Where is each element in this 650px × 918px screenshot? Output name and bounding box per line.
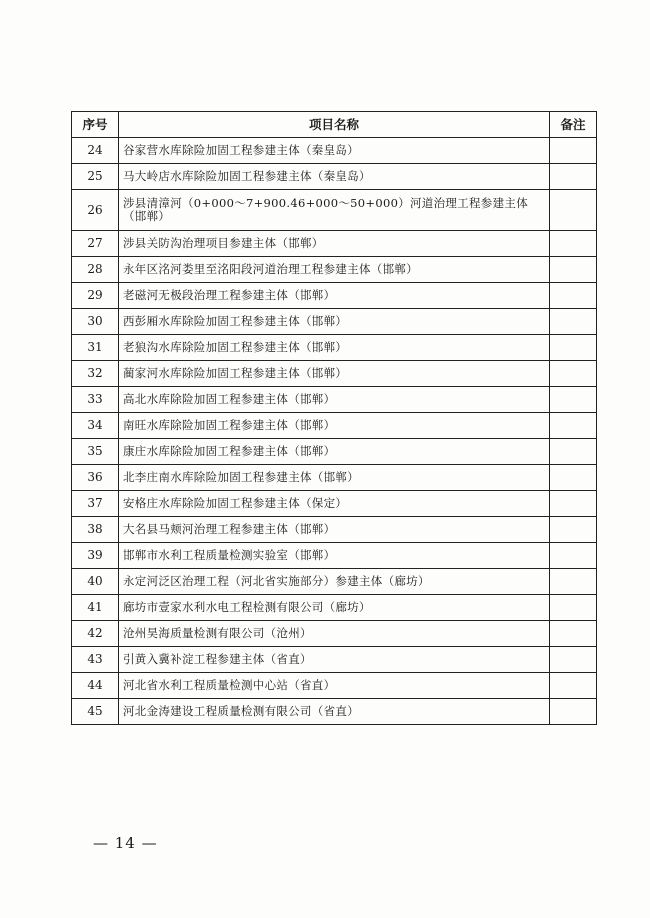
project-name: 西彭厢水库除险加固工程参建主体（邯郸） <box>119 309 550 335</box>
row-number: 40 <box>72 569 119 595</box>
project-name: 涉县清漳河（0+000～7+900.46+000～50+000）河道治理工程参建主体（邯郸） <box>119 190 550 231</box>
row-note <box>550 257 597 283</box>
header-note: 备注 <box>550 112 597 138</box>
row-number: 36 <box>72 465 119 491</box>
row-note <box>550 387 597 413</box>
row-number: 24 <box>72 138 119 164</box>
row-number: 33 <box>72 387 119 413</box>
row-note <box>550 621 597 647</box>
row-number: 39 <box>72 543 119 569</box>
project-name: 引黄入冀补淀工程参建主体（省直） <box>119 647 550 673</box>
project-name: 河北金涛建设工程质量检测有限公司（省直） <box>119 699 550 725</box>
table-row <box>72 569 597 595</box>
project-name: 河北省水利工程质量检测中心站（省直） <box>119 673 550 699</box>
row-note <box>550 283 597 309</box>
project-name: 永定河泛区治理工程（河北省实施部分）参建主体（廊坊） <box>119 569 550 595</box>
project-name: 马大岭店水库除险加固工程参建主体（秦皇岛） <box>119 164 550 190</box>
row-number: 31 <box>72 335 119 361</box>
row-number: 41 <box>72 595 119 621</box>
project-name: 老磁河无极段治理工程参建主体（邯郸） <box>119 283 550 309</box>
table-row <box>72 190 597 231</box>
table-row <box>72 699 597 725</box>
table-row <box>72 517 597 543</box>
page-number: — 14 — <box>93 834 158 852</box>
row-number: 37 <box>72 491 119 517</box>
header-no: 序号 <box>72 112 119 138</box>
project-name: 邯郸市水利工程质量检测实验室（邯郸） <box>119 543 550 569</box>
table-row <box>72 439 597 465</box>
row-note <box>550 699 597 725</box>
table-body <box>72 138 597 725</box>
row-note <box>550 361 597 387</box>
table-row <box>72 621 597 647</box>
table-row <box>72 138 597 164</box>
header-row <box>72 112 597 138</box>
project-name: 南旺水库除险加固工程参建主体（邯郸） <box>119 413 550 439</box>
project-name: 老狼沟水库除险加固工程参建主体（邯郸） <box>119 335 550 361</box>
row-number: 44 <box>72 673 119 699</box>
row-note <box>550 595 597 621</box>
row-note <box>550 231 597 257</box>
row-note <box>550 190 597 231</box>
row-number: 34 <box>72 413 119 439</box>
project-name: 安格庄水库除险加固工程参建主体（保定） <box>119 491 550 517</box>
row-note <box>550 164 597 190</box>
table-row <box>72 413 597 439</box>
table-row <box>72 231 597 257</box>
row-note <box>550 647 597 673</box>
row-number: 32 <box>72 361 119 387</box>
project-name: 廊坊市壹家水利水电工程检测有限公司（廊坊） <box>119 595 550 621</box>
project-name: 谷家营水库除险加固工程参建主体（秦皇岛） <box>119 138 550 164</box>
table-row <box>72 543 597 569</box>
table-row <box>72 164 597 190</box>
row-number: 43 <box>72 647 119 673</box>
table-row <box>72 465 597 491</box>
table-row <box>72 335 597 361</box>
row-note <box>550 309 597 335</box>
row-note <box>550 439 597 465</box>
table-row <box>72 309 597 335</box>
project-name: 蔺家河水库除险加固工程参建主体（邯郸） <box>119 361 550 387</box>
row-note <box>550 517 597 543</box>
row-number: 27 <box>72 231 119 257</box>
project-name: 涉县关防沟治理项目参建主体（邯郸） <box>119 231 550 257</box>
row-number: 28 <box>72 257 119 283</box>
row-note <box>550 543 597 569</box>
table-row <box>72 283 597 309</box>
table-row <box>72 387 597 413</box>
row-number: 38 <box>72 517 119 543</box>
row-note <box>550 569 597 595</box>
row-note <box>550 413 597 439</box>
row-number: 25 <box>72 164 119 190</box>
row-number: 35 <box>72 439 119 465</box>
project-name: 大名县马颊河治理工程参建主体（邯郸） <box>119 517 550 543</box>
project-name: 永年区洺河娄里至洺阳段河道治理工程参建主体（邯郸） <box>119 257 550 283</box>
project-table <box>71 111 597 725</box>
row-note <box>550 673 597 699</box>
row-number: 29 <box>72 283 119 309</box>
table-row <box>72 595 597 621</box>
row-note <box>550 335 597 361</box>
project-name: 北李庄南水库除险加固工程参建主体（邯郸） <box>119 465 550 491</box>
table-row <box>72 361 597 387</box>
row-number: 26 <box>72 190 119 231</box>
row-number: 45 <box>72 699 119 725</box>
row-number: 42 <box>72 621 119 647</box>
table-header <box>72 112 597 138</box>
row-number: 30 <box>72 309 119 335</box>
row-note <box>550 491 597 517</box>
row-note <box>550 138 597 164</box>
table-row <box>72 491 597 517</box>
project-name: 康庄水库除险加固工程参建主体（邯郸） <box>119 439 550 465</box>
project-name: 高北水库除险加固工程参建主体（邯郸） <box>119 387 550 413</box>
table-row <box>72 647 597 673</box>
project-name: 沧州昊海质量检测有限公司（沧州） <box>119 621 550 647</box>
table-row <box>72 257 597 283</box>
row-note <box>550 465 597 491</box>
table-row <box>72 673 597 699</box>
header-name: 项目名称 <box>119 112 550 138</box>
